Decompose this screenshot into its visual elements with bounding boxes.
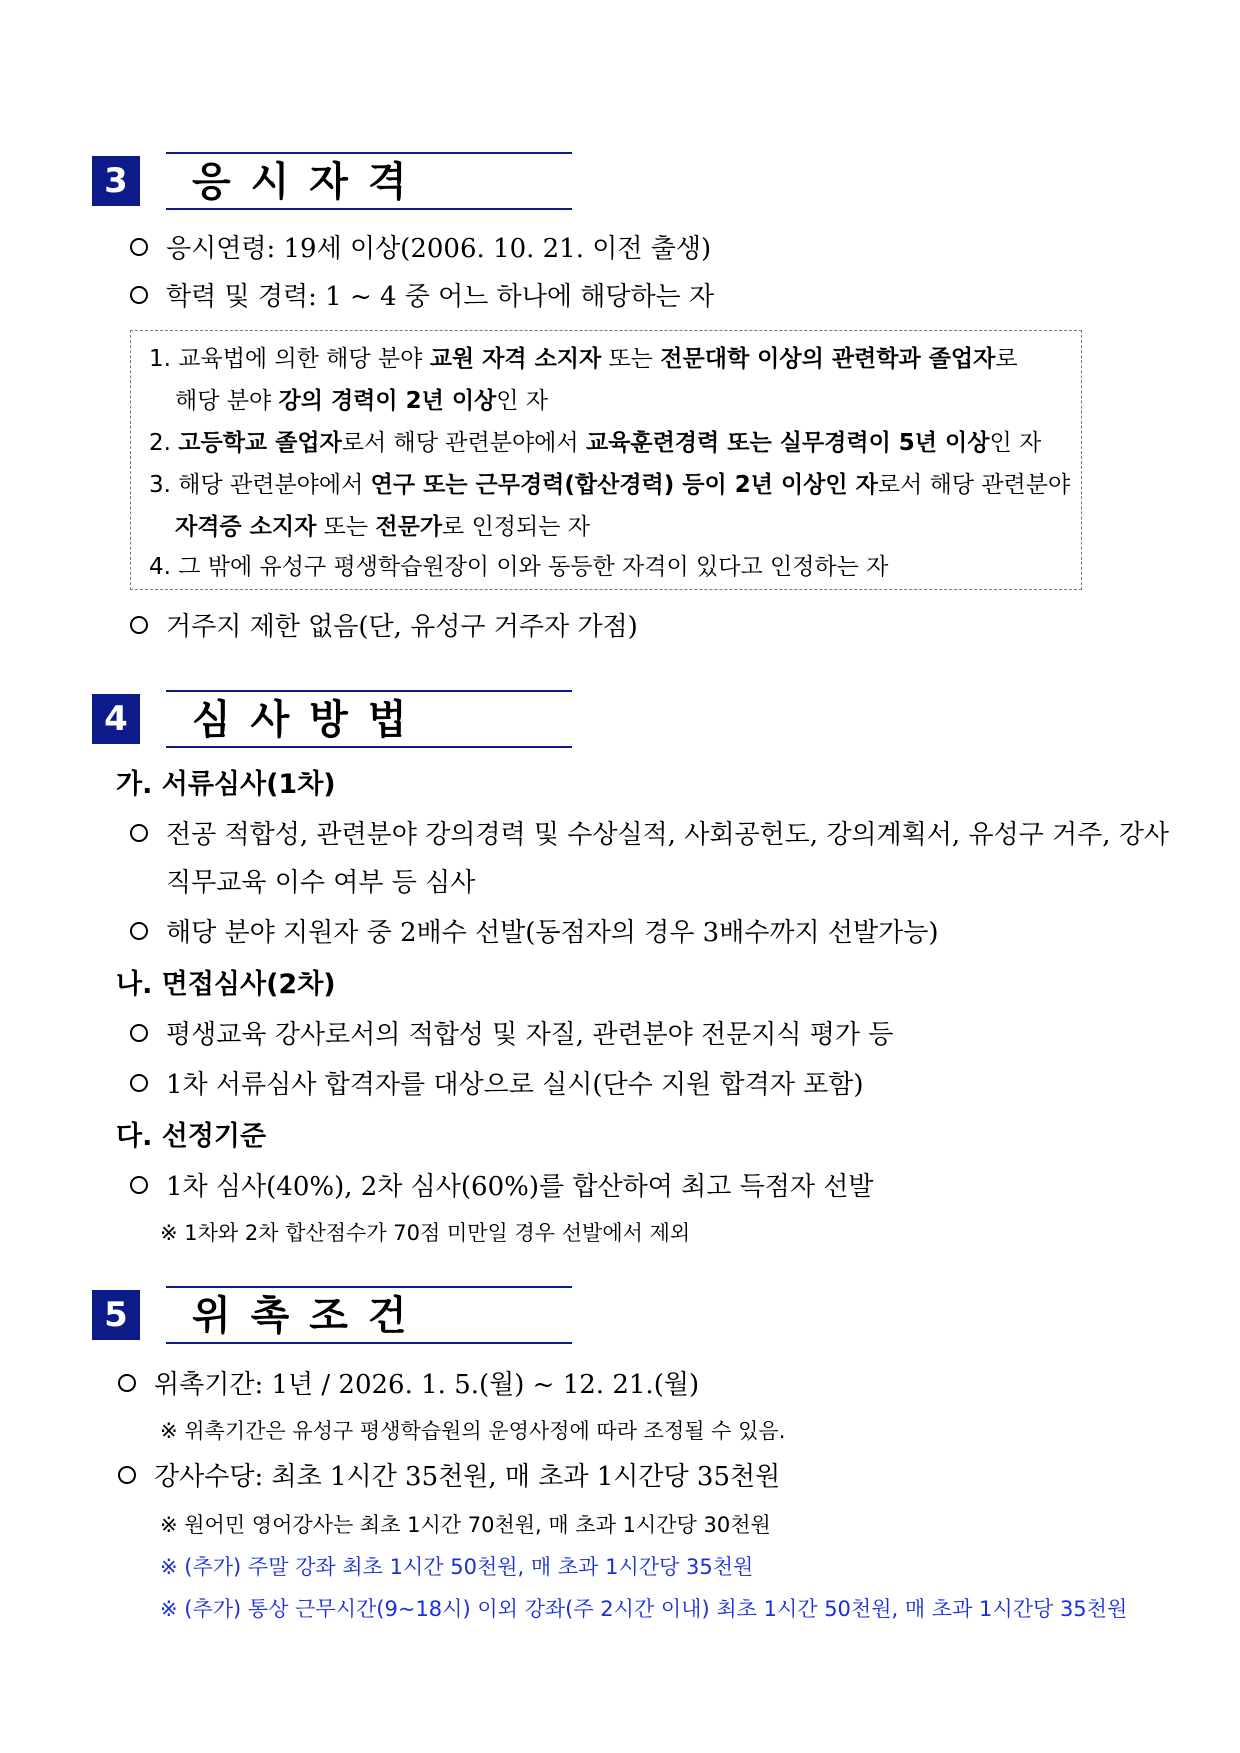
eligibility-residence: 거주지 제한 없음(단, 유성구 거주자 가점): [130, 610, 638, 644]
interview-target: 1차 서류심사 합격자를 대상으로 실시(단수 지원 합격자 포함): [130, 1068, 863, 1102]
qualification-box: [130, 330, 1082, 590]
circle-bullet-icon: [130, 1176, 148, 1194]
section-title: 심사방법: [192, 697, 427, 743]
header-rule: [166, 746, 572, 748]
section-header-5: [92, 1286, 582, 1346]
circle-bullet-icon: [118, 1466, 136, 1484]
section-title: 위촉조건: [192, 1293, 427, 1339]
review-criteria: 전공 적합성, 관련분야 강의경력 및 수상실적, 사회공헌도, 강의계획서, 유성구 거주, 강사: [130, 818, 1169, 852]
qualification-item-1-cont: 해당 분야 강의 경력이 2년 이상인 자: [175, 388, 549, 414]
pay-note-after-hours: ※ (추가) 통상 근무시간(9~18시) 이외 강좌(주 2시간 이내) 최초 1시간 50천원, 매 초과 1시간당 35천원: [160, 1597, 1128, 1621]
pay-note-native: ※ 원어민 영어강사는 최초 1시간 70천원, 매 초과 1시간당 30천원: [160, 1513, 771, 1537]
header-rule: [166, 208, 572, 210]
circle-bullet-icon: [130, 1024, 148, 1042]
circle-bullet-icon: [130, 286, 148, 304]
pay-note-weekend: ※ (추가) 주말 강좌 최초 1시간 50천원, 매 초과 1시간당 35천원: [160, 1555, 754, 1579]
period-note: ※ 위촉기간은 유성구 평생학습원의 운영사정에 따라 조정될 수 있음.: [160, 1419, 786, 1443]
eligibility-education: 학력 및 경력: 1 ~ 4 중 어느 하나에 해당하는 자: [130, 280, 714, 314]
qualification-item-4: 4. 그 밖에 유성구 평생학습원장이 이와 동등한 자격이 있다고 인정하는 자: [149, 554, 889, 580]
qualification-item-1: 1. 교육법에 의한 해당 분야 교원 자격 소지자 또는 전문대학 이상의 관련학과 졸업자로: [149, 346, 1018, 372]
section-number: 3: [92, 156, 140, 206]
header-rule: [166, 690, 572, 692]
header-rule: [166, 1342, 572, 1344]
section-number: 4: [92, 694, 140, 744]
qualification-item-2: 2. 고등학교 졸업자로서 해당 관련분야에서 교육훈련경력 또는 실무경력이 5년 이상인 자: [149, 430, 1042, 456]
header-rule: [166, 1286, 572, 1288]
subsection-document-review: 가. 서류심사(1차): [116, 769, 336, 800]
section-header-4: [92, 690, 582, 750]
circle-bullet-icon: [130, 824, 148, 842]
header-rule: [166, 152, 572, 154]
qualification-item-3: 3. 해당 관련분야에서 연구 또는 근무경력(합산경력) 등이 2년 이상인 자로서 해당 관련분야: [149, 472, 1071, 498]
section-number: 5: [92, 1290, 140, 1340]
section-header-3: [92, 152, 582, 212]
subsection-interview: 나. 면접심사(2차): [116, 969, 336, 1000]
circle-bullet-icon: [130, 922, 148, 940]
review-selection: 해당 분야 지원자 중 2배수 선발(동점자의 경우 3배수까지 선발가능): [130, 916, 939, 950]
selection-note: ※ 1차와 2차 합산점수가 70점 미만일 경우 선발에서 제외: [160, 1221, 691, 1245]
circle-bullet-icon: [130, 238, 148, 256]
circle-bullet-icon: [118, 1374, 136, 1392]
section-title: 응시자격: [192, 159, 427, 205]
subsection-selection-criteria: 다. 선정기준: [116, 1121, 267, 1152]
circle-bullet-icon: [130, 1074, 148, 1092]
interview-criteria: 평생교육 강사로서의 적합성 및 자질, 관련분야 전문지식 평가 등: [130, 1018, 893, 1052]
lecture-pay: 강사수당: 최초 1시간 35천원, 매 초과 1시간당 35천원: [118, 1460, 780, 1494]
circle-bullet-icon: [130, 616, 148, 634]
appointment-period: 위촉기간: 1년 / 2026. 1. 5.(월) ~ 12. 21.(월): [118, 1368, 699, 1402]
review-criteria-cont: 직무교육 이수 여부 등 심사: [166, 868, 476, 898]
qualification-item-3-cont: 자격증 소지자 또는 전문가로 인정되는 자: [175, 514, 590, 540]
eligibility-age: 응시연령: 19세 이상(2006. 10. 21. 이전 출생): [130, 232, 711, 266]
selection-criteria: 1차 심사(40%), 2차 심사(60%)를 합산하여 최고 득점자 선발: [130, 1170, 873, 1204]
